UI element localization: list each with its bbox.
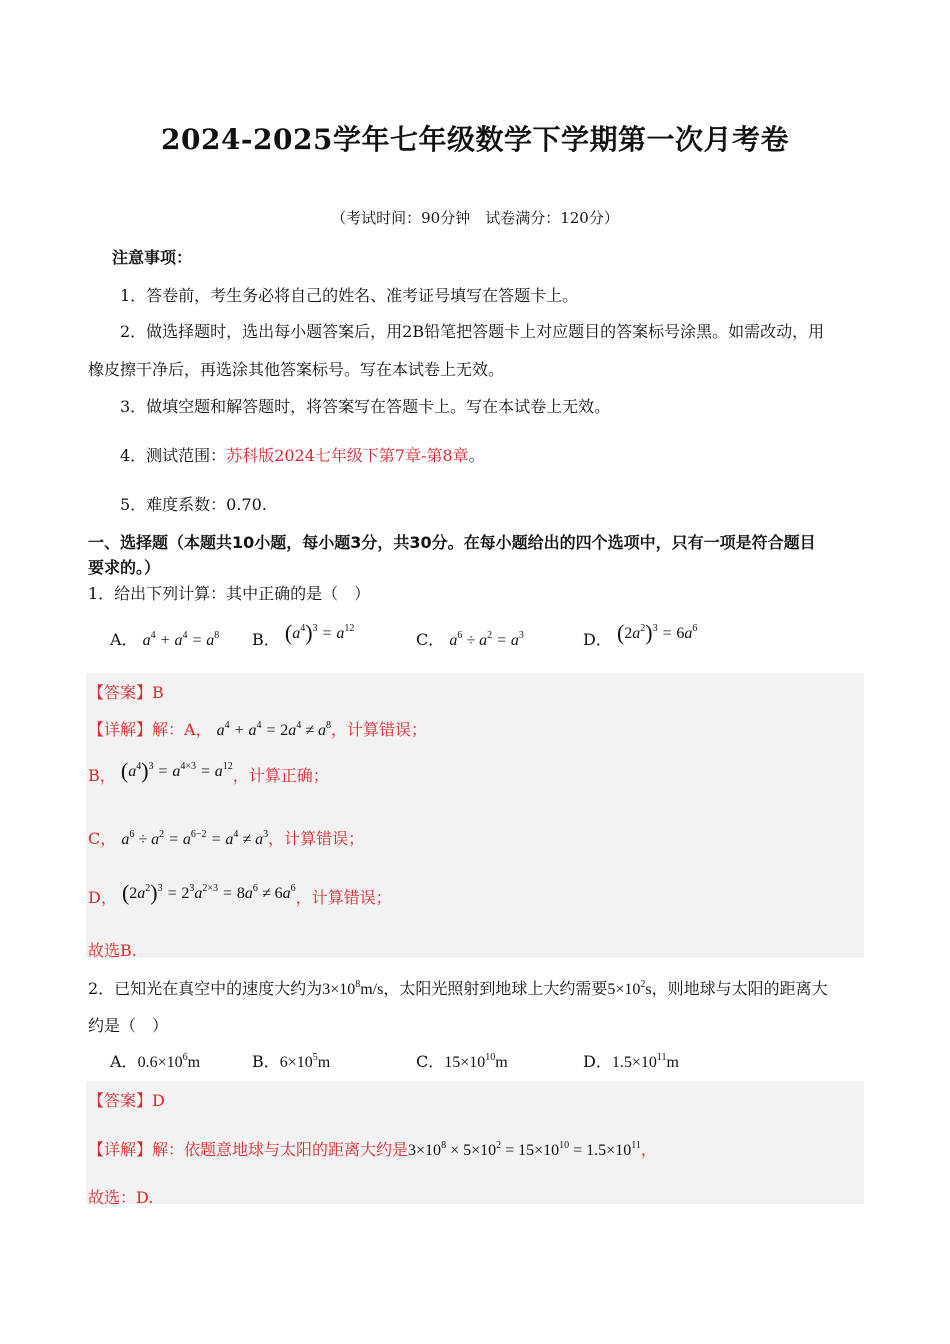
q1-conclusion: 故选B. bbox=[88, 941, 137, 960]
notice-item-5: 5．难度系数：0.70. bbox=[120, 495, 267, 514]
section-heading-line-2: 要求的。） bbox=[88, 558, 161, 577]
q2-option-b bbox=[252, 1049, 330, 1072]
detail-c-prefix: C， bbox=[88, 829, 117, 848]
q1-option-b bbox=[252, 620, 355, 649]
q1-option-c-formula: $a^6 \div a^2 = a^3$ bbox=[449, 630, 524, 649]
q1-answer bbox=[88, 680, 164, 703]
detail-c-formula: $a^6 \div a^2 = a^{6-2} = a^4 \ne a^3$ bbox=[121, 829, 269, 848]
q1-answer-panel bbox=[86, 673, 864, 958]
detail-prefix: 解：依题意地球与太阳的距离大约是 bbox=[152, 1140, 409, 1159]
q2-option-c-formula: $15\times 10^{10}m$ bbox=[444, 1052, 508, 1071]
option-label: A． bbox=[110, 1052, 138, 1071]
detail-a-suffix: ，计算错误； bbox=[331, 720, 428, 739]
answer-value: D bbox=[152, 1091, 165, 1110]
question-2-stem-line-2: 约是（ ） bbox=[88, 1016, 169, 1035]
detail-b-suffix: ，计算正确； bbox=[232, 766, 329, 785]
light-time-formula: $5\times 10^2s$ bbox=[607, 979, 652, 998]
q2-option-a-formula: $0.6\times 10^6m$ bbox=[137, 1052, 201, 1071]
q2-option-d-formula: $1.5\times 10^{11}m$ bbox=[611, 1052, 679, 1071]
q2-answer bbox=[88, 1088, 165, 1111]
detail-tag: 【详解】 bbox=[88, 720, 153, 739]
option-label: C． bbox=[416, 630, 445, 649]
q1-detail-d bbox=[88, 880, 392, 906]
light-speed-formula: $3\times 10^8m/s$ bbox=[322, 979, 384, 998]
notice-item-4 bbox=[120, 443, 485, 466]
page-title: 2024-2025学年七年级数学下学期第一次月考卷 bbox=[161, 123, 789, 156]
q2-detail bbox=[88, 1137, 657, 1160]
option-label: C． bbox=[416, 1052, 445, 1071]
question-2-stem-line-1 bbox=[88, 976, 828, 999]
option-label: D． bbox=[583, 1052, 612, 1071]
q1-option-a-formula: $a^4 + a^4 = a^8$ bbox=[142, 630, 220, 649]
q2-option-d bbox=[583, 1049, 679, 1072]
q2-option-b-formula: $6\times 10^5m$ bbox=[279, 1052, 331, 1071]
detail-c-suffix: ，计算错误； bbox=[268, 829, 365, 848]
test-range: 苏科版2024七年级下第7章-第8章 bbox=[226, 446, 469, 465]
option-label: B． bbox=[252, 1052, 280, 1071]
detail-b-formula: $(a^4)^3 = a^{4\times 3} = a^{12}$ bbox=[120, 758, 233, 783]
q1-option-b-formula: $(a^4)^3 = a^{12}$ bbox=[284, 620, 355, 645]
q1-detail-a bbox=[88, 717, 427, 740]
notice-item-4-suffix: 。 bbox=[468, 446, 485, 465]
detail-tag: 【详解】 bbox=[88, 1140, 153, 1159]
q1-option-a bbox=[110, 627, 219, 650]
notice-item-1: 1．答卷前，考生务必将自己的姓名、准考证号填写在答题卡上。 bbox=[120, 286, 579, 305]
detail-a-prefix: 解：A， bbox=[152, 720, 212, 739]
option-label: B． bbox=[252, 630, 280, 649]
detail-suffix: ， bbox=[640, 1140, 657, 1159]
notice-item-4-prefix: 4．测试范围： bbox=[120, 446, 227, 465]
q2-conclusion: 故选：D. bbox=[88, 1188, 154, 1207]
q1-option-d bbox=[583, 620, 698, 649]
answer-tag: 【答案】 bbox=[88, 683, 153, 702]
detail-b-prefix: B， bbox=[88, 766, 116, 785]
detail-d-suffix: ，计算错误； bbox=[295, 888, 392, 907]
q1-option-d-formula: $(2a^2)^3 = 6a^6$ bbox=[616, 620, 698, 645]
detail-d-formula: $(2a^2)^3 = 2^3a^{2\times 3} = 8a^6 \ne 6a^6$ bbox=[121, 880, 296, 905]
notice-heading: 注意事项： bbox=[112, 248, 193, 267]
exam-info: （考试时间：90分钟 试卷满分：120分） bbox=[331, 209, 619, 227]
stem-part-a: 2．已知光在真空中的速度大约为 bbox=[88, 979, 323, 998]
stem-part-c: ，则地球与太阳的距离大 bbox=[651, 979, 828, 998]
q1-option-c bbox=[416, 627, 524, 650]
q2-option-a bbox=[110, 1049, 200, 1072]
notice-item-2-line-1: 2．做选择题时，选出每小题答案后，用2B铅笔把答题卡上对应题目的答案标号涂黑。如需改动，用 bbox=[120, 322, 825, 341]
notice-item-2-line-2: 橡皮擦干净后，再选涂其他答案标号。写在本试卷上无效。 bbox=[88, 360, 505, 379]
q1-detail-c bbox=[88, 826, 364, 849]
q2-option-c bbox=[416, 1049, 508, 1072]
option-label: D． bbox=[583, 630, 612, 649]
detail-d-prefix: D， bbox=[88, 888, 117, 907]
question-1-stem: 1．给出下列计算：其中正确的是（ ） bbox=[88, 584, 371, 603]
distance-formula: $3\times 10^8 \times 5\times 10^2 = 15\times 10^{10} = 1.5\times 10^{11}$ bbox=[408, 1140, 641, 1159]
detail-a-formula: $a^4 + a^4 = 2a^4 \ne a^8$ bbox=[216, 720, 332, 739]
notice-item-3: 3．做填空题和解答题时，将答案写在答题卡上。写在本试卷上无效。 bbox=[120, 397, 611, 416]
q1-detail-b bbox=[88, 758, 329, 784]
section-heading-line-1: 一、选择题（本题共10小题，每小题3分，共30分。在每小题给出的四个选项中，只有一项是符合题目 bbox=[88, 533, 816, 552]
answer-tag: 【答案】 bbox=[88, 1091, 153, 1110]
answer-value: B bbox=[152, 683, 164, 702]
option-label: A． bbox=[110, 630, 138, 649]
stem-part-b: ，太阳光照射到地球上大约需要 bbox=[383, 979, 608, 998]
